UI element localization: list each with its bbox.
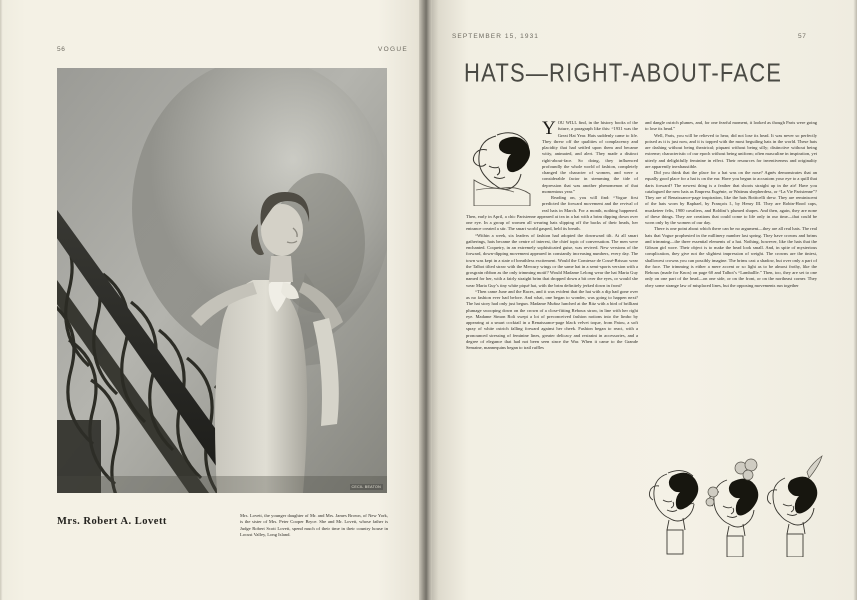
paragraph: “Within a week, six leaders of fashion had adopted the downward tilt. At all smart gatherings, hats became the centre of interest, the chief topic of conversation. The men were enchanted. Coquetry, in an extremely sophisticated guise, was revived. New versions of the forward, down-dipping movement appeared in constantly increasing numbers, every day. The town was kept in a state of breathless excitement. Would the Comtesse de Cossé-Brissac wear the Talbot tilted straw with the Mercury wings or the same hat in a semi-sports version with a grosgrain ribbon as the only trimming motif? Would Madame Lelong wear the hat Maria Guy named for her, with a fairly straight brim that dropped down a bit over the eyes, or would she wear Maria Guy’s tiny white piqué hat, with the brim definitely jerked down in front? xyxy=(466,232,638,288)
paragraph: Did you think that the place for a hat was on the nose? Agnès demonstrates that an equally good place for a hat is on the ear. Have you begun to accustom your eye to a quill that darts forward? The newest thing is a feather that shoots straight up in the air! Have you catalogued the new hats as Empress Eugénie, or Watteau shepherdess, or “La Vie Parisienne”? They are of Renaissance-page inspiration, like the hats Botticelli drew. They are reminiscent of the hats worn by Raphael, by François I., by Henry III. They are Robin-Hood caps, musketeer felts, 1900 cavaliers, and Boldini’s plumed shapes. And then, again, they are none of these things. They are creations that could come to life only in our time—that could be worn only by the women of our day. xyxy=(645,170,817,225)
caption-name: Mrs. Robert A. Lovett xyxy=(57,516,167,527)
article-column-two xyxy=(645,120,817,289)
page-gutter-shadow xyxy=(419,0,432,600)
photo-credit: CECIL BEATON xyxy=(351,485,381,489)
paragraph: “Then came June and the Races, and it was evident that the hat with a dip had gone over as no fashion ever had before. And what, one began to wonder, was going to happen next? The hat story had only just begun. Madame Muñoz lunched at the Ritz with a bird of brilliant plumage swooping down on the crown of a close-fitting Reboux straw, in line with her right eye. Madame Simon Roli swept a lot of preconceived fashion notions into the limbo by appearing at a smart cocktail in a Renaissance-page black velvet toque, from Patou, a soft spray of white ostrich falling forward against her cheek. Fashion began to react, with a pronounced stressing of feminine lines, greater delicacy and restraint in accessories, and a degree of elegance that had not been seen since the War. When it came to the Grande Semaine, mannequins began to trail ruffles xyxy=(466,288,638,350)
running-head-vogue: VOGUE xyxy=(378,46,408,53)
paragraph: Well, Paris, you will be relieved to hear, did not lose its head. It was never so perfectly poised as it is just now, and it is topped with the most beguiling hats in the world. These hats are dashing without being theatrical; piquant without being silly; distinctive without being extreme; characteristic of our epoch without being uniform; often masculine in inspiration, yet utterly and delightfully feminine in effect. Their resources for inventiveness and originality are apparently inexhaustible. xyxy=(645,132,817,169)
right-folio: 57 xyxy=(798,33,807,40)
hat-figure-centre-pompom xyxy=(705,452,763,557)
hat-illustration-group xyxy=(645,452,825,557)
right-page-edge xyxy=(853,0,857,600)
hat-figure-centre-pompom-icon xyxy=(705,452,763,557)
hat-figure-left xyxy=(645,452,703,557)
drop-cap: Y xyxy=(542,118,556,139)
left-page-edge xyxy=(0,0,3,600)
woman-head-with-black-hat-icon xyxy=(466,120,538,206)
hat-figure-left-icon xyxy=(645,452,703,557)
article-column-one xyxy=(466,120,638,351)
left-folio: 56 xyxy=(57,46,66,53)
paragraph: There is one point about which there can be no argument—they are all real hats. The real hats that Vogue prophesied in the millinery number last spring. They have crowns and brims and trimming—the three essential elements of a hat. Nothing, however, like the hats that the Gibson girl wore. Their object is to make the head look small. And, in spite of mysterious complication, they give not the slightest impression of weight. The crowns are the tiniest, shallowest crowns you can possibly imagine. The brims cast a shadow, but over only a part of the face. The trimming is either a mere accent or so light as to be almost frothy, like the Reboux (made for Knox) on page 60 and Talbot’s “Lamballle.” Then, too, they are set to one only on one part of the head—on one side, or on the front, or on the northeast corner. They obey some strange law of misplaced lines, but the opposing movements run together xyxy=(645,226,817,288)
hat-figure-right-quill-icon xyxy=(765,452,823,557)
top-illustration-wrap xyxy=(466,120,538,208)
issue-date-line: SEPTEMBER 15, 1931 xyxy=(452,33,539,40)
page-title: HATS—RIGHT-ABOUT-FACE xyxy=(464,58,783,88)
hat-figure-right-quill xyxy=(765,452,823,557)
staircase-portrait-illustration xyxy=(57,68,387,493)
caption-body: Mrs. Lovett, the younger daughter of Mr. and Mrs. James Brown, of New York, is the sister of Mrs. Peter Cooper Bryce. She and Mr. Lovett, whose father is Judge Robert Scott Lovett, spend much of their time in their country house in Locust Valley, Long Island. xyxy=(240,513,388,538)
paragraph-text: OU WILL find, in the history books of the future, a paragraph like this: “1931 was the Great Hat Year. Hats suddenly came to life. They threw off the qualities of complacency and placidity that had settled upon them and became witty, animated, and alert. They made a distinct right-about-face. So doing, they influenced profoundly the whole world of fashion, completely changed the character of women, and were a considerable factor in stemming the tide of depression that was another phenomenon of that momentous year.” xyxy=(542,120,638,194)
paragraph: Reading on, you will find: “Vogue first predicted the forward movement and the revival of real hats in March. For a month, nothing happened. Then, early in April, a chic Parisienne appeared at tea in a hat with a brim dipping down over one eye. In a group of women all wearing hats slipping off the backs of their heads, her entrance created a stir. The smart world gasped, held its breath. xyxy=(466,195,638,232)
portrait-photograph xyxy=(57,68,387,493)
paragraph: and dangle ostrich plumes, and, for one fearful moment, it looked as though Paris were going to lose its head.” xyxy=(645,120,817,132)
